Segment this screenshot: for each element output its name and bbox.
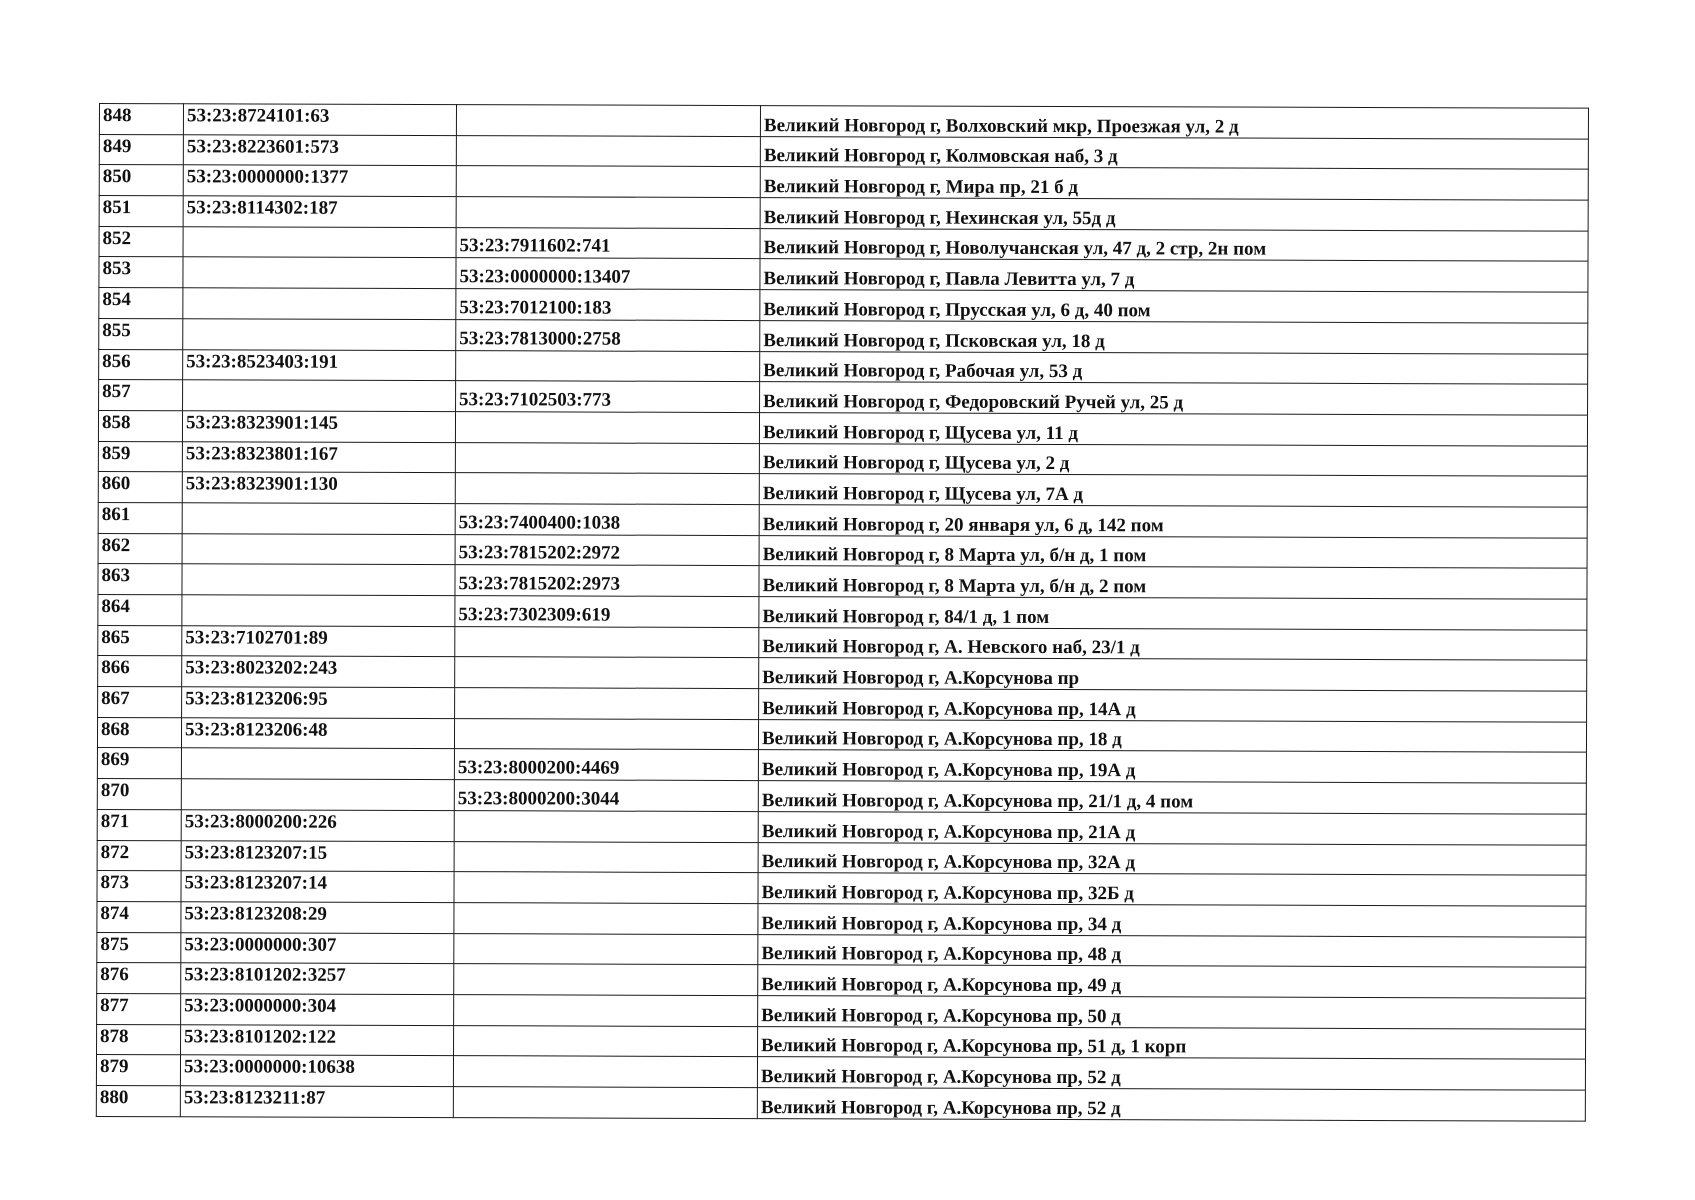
table-row: [97, 840, 1586, 875]
address-cell: Великий Новгород г, А.Корсунова пр, 48 д: [758, 934, 1586, 967]
row-number-cell: 875: [97, 932, 181, 963]
address-cell: Великий Новгород г, 84/1 д, 1 пом: [759, 597, 1587, 630]
cadastral-number-alt-cell: [454, 995, 758, 1027]
address-cell: Великий Новгород г, Щусева ул, 2 д: [759, 443, 1587, 476]
cadastral-number-alt-cell: 53:23:8000200:4469: [454, 749, 758, 781]
address-cell: Великий Новгород г, Щусева ул, 7А д: [759, 474, 1587, 507]
cadastral-number-alt-cell: [455, 473, 759, 505]
cadastral-number-cell: 53:23:0000000:10638: [180, 1055, 453, 1087]
table-row: [99, 288, 1588, 323]
address-cell: Великий Новгород г, Псковская ул, 18 д: [760, 320, 1588, 353]
cadastral-number-cell: 53:23:8123207:15: [181, 840, 454, 872]
row-number-cell: 850: [99, 165, 183, 196]
row-number-cell: 866: [98, 656, 182, 687]
row-number-cell: 873: [97, 871, 181, 902]
table-row: [97, 932, 1586, 967]
cadastral-number-alt-cell: [455, 657, 759, 689]
cadastral-number-alt-cell: [454, 872, 758, 904]
cadastral-number-cell: 53:23:8323901:145: [182, 411, 455, 443]
table-row: [98, 625, 1587, 660]
table-row: [99, 318, 1588, 353]
cadastral-number-alt-cell: 53:23:7815202:2973: [455, 565, 759, 597]
address-cell: Великий Новгород г, 8 Марта ул, б/н д, 1 пом: [759, 535, 1587, 568]
row-number-cell: 852: [99, 226, 183, 257]
address-cell: Великий Новгород г, А.Корсунова пр, 14А д: [759, 689, 1587, 722]
table-row: [99, 134, 1588, 169]
cadastral-number-cell: 53:23:8323801:167: [182, 441, 455, 473]
cadastral-number-cell: 53:23:8123211:87: [180, 1086, 453, 1118]
cadastral-number-cell: 53:23:8523403:191: [183, 349, 456, 381]
cadastral-number-alt-cell: [454, 902, 758, 934]
address-cell: Великий Новгород г, А.Корсунова пр, 52 д: [757, 1057, 1585, 1090]
cadastral-number-cell: 53:23:0000000:1377: [183, 165, 456, 197]
cadastral-number-cell: 53:23:8114302:187: [183, 196, 456, 228]
row-number-cell: 853: [99, 257, 183, 288]
table-row: [99, 380, 1588, 415]
table-row: [98, 594, 1587, 629]
cadastral-number-cell: [182, 564, 455, 596]
cadastral-number-alt-cell: [454, 933, 758, 965]
table-row: [96, 1055, 1585, 1090]
cadastral-number-cell: [181, 748, 454, 780]
cadastral-number-alt-cell: [456, 350, 760, 382]
cadastral-number-alt-cell: 53:23:7400400:1038: [455, 504, 759, 536]
address-cell: Великий Новгород г, 20 января ул, 6 д, 142 пом: [759, 505, 1587, 538]
cadastral-number-cell: 53:23:0000000:304: [181, 994, 454, 1026]
address-cell: Великий Новгород г, А.Корсунова пр, 52 д: [757, 1088, 1585, 1121]
cadastral-number-alt-cell: [455, 411, 759, 443]
table-row: [97, 748, 1586, 783]
address-cell: Великий Новгород г, А.Корсунова пр, 21/1 д, 4 пом: [758, 781, 1586, 814]
cadastral-number-alt-cell: [455, 688, 759, 720]
address-cell: Великий Новгород г, Нехинская ул, 55д д: [760, 198, 1588, 231]
cadastral-number-alt-cell: 53:23:0000000:13407: [456, 258, 760, 290]
cadastral-number-cell: 53:23:8023202:243: [182, 656, 455, 688]
row-number-cell: 869: [97, 748, 181, 779]
address-cell: Великий Новгород г, Колмовская наб, 3 д: [760, 136, 1588, 169]
address-cell: Великий Новгород г, Волховский мкр, Проезжая ул, 2 д: [760, 106, 1588, 139]
row-number-cell: 864: [98, 594, 182, 625]
row-number-cell: 857: [99, 380, 183, 411]
table-row: [98, 441, 1587, 476]
row-number-cell: 865: [98, 625, 182, 656]
table-row: [98, 656, 1587, 691]
address-cell: Великий Новгород г, А.Корсунова пр, 19А д: [758, 750, 1586, 783]
row-number-cell: 876: [97, 963, 181, 994]
row-number-cell: 858: [98, 410, 182, 441]
row-number-cell: 878: [97, 1024, 181, 1055]
cadastral-number-cell: 53:23:7102701:89: [182, 625, 455, 657]
row-number-cell: 848: [99, 104, 183, 135]
table-row: [99, 196, 1588, 231]
table-row: [99, 104, 1588, 139]
cadastral-number-cell: [183, 227, 456, 259]
row-number-cell: 868: [97, 717, 181, 748]
cadastral-number-cell: 53:23:8123208:29: [181, 902, 454, 934]
table-row: [99, 257, 1588, 292]
table-row: [97, 901, 1586, 936]
address-cell: Великий Новгород г, Щусева ул, 11 д: [759, 412, 1587, 445]
cadastral-number-cell: 53:23:8000200:226: [181, 810, 454, 842]
table-row: [96, 1085, 1585, 1120]
cadastral-number-cell: 53:23:8123206:48: [181, 718, 454, 750]
address-cell: Великий Новгород г, Мира пр, 21 б д: [760, 167, 1588, 200]
cadastral-number-cell: 53:23:8123207:14: [181, 871, 454, 903]
table-row: [97, 963, 1586, 998]
cadastral-number-alt-cell: [454, 810, 758, 842]
row-number-cell: 870: [97, 779, 181, 810]
cadastral-number-alt-cell: [454, 841, 758, 873]
cadastral-number-cell: 53:23:8223601:573: [183, 134, 456, 166]
address-cell: Великий Новгород г, 8 Марта ул, б/н д, 2 пом: [759, 566, 1587, 599]
address-cell: Великий Новгород г, Федоровский Ручей ул, 25 д: [760, 382, 1588, 415]
row-number-cell: 872: [97, 840, 181, 871]
table-row: [98, 502, 1587, 537]
cadastral-number-alt-cell: [454, 964, 758, 996]
cadastral-number-cell: 53:23:8101202:122: [181, 1024, 454, 1056]
cadastral-number-cell: 53:23:0000000:307: [181, 932, 454, 964]
cadastral-number-cell: 53:23:8123206:95: [182, 687, 455, 719]
cadastral-number-alt-cell: 53:23:7302309:619: [455, 596, 759, 628]
cadastral-number-cell: [182, 533, 455, 565]
address-cell: Великий Новгород г, Рабочая ул, 53 д: [760, 351, 1588, 384]
table-row: [97, 993, 1586, 1028]
address-cell: Великий Новгород г, Новолучанская ул, 47 д, 2 стр, 2н пом: [760, 228, 1588, 261]
cadastral-number-cell: 53:23:8101202:3257: [181, 963, 454, 995]
cadastral-number-alt-cell: 53:23:7911602:741: [456, 227, 760, 259]
row-number-cell: 874: [97, 901, 181, 932]
cadastral-number-alt-cell: 53:23:7012100:183: [456, 289, 760, 321]
table-row: [97, 1024, 1586, 1059]
cadastral-number-alt-cell: 53:23:8000200:3044: [454, 780, 758, 812]
row-number-cell: 854: [99, 288, 183, 319]
table-row: [97, 779, 1586, 814]
address-cell: Великий Новгород г, А. Невского наб, 23/1 д: [759, 627, 1587, 660]
row-number-cell: 855: [99, 318, 183, 349]
cadastral-number-alt-cell: [455, 442, 759, 474]
table-row: [98, 410, 1587, 445]
table-row: [97, 809, 1586, 844]
cadastral-number-cell: [183, 288, 456, 320]
cadastral-number-alt-cell: [456, 166, 760, 198]
address-cell: Великий Новгород г, А.Корсунова пр, 50 д: [758, 996, 1586, 1029]
table-row: [99, 349, 1588, 384]
address-cell: Великий Новгород г, А.Корсунова пр, 32А д: [758, 842, 1586, 875]
cadastral-number-alt-cell: [454, 1025, 758, 1057]
cadastral-number-cell: [183, 319, 456, 351]
cadastral-number-alt-cell: 53:23:7815202:2972: [455, 534, 759, 566]
cadastral-number-alt-cell: 53:23:7813000:2758: [456, 319, 760, 351]
cadastral-number-alt-cell: [456, 197, 760, 229]
row-number-cell: 859: [98, 441, 182, 472]
table-row: [97, 717, 1586, 752]
row-number-cell: 849: [99, 134, 183, 165]
address-cell: Великий Новгород г, Прусская ул, 6 д, 40 пом: [760, 290, 1588, 323]
address-cell: Великий Новгород г, Павла Левитта ул, 7 д: [760, 259, 1588, 292]
row-number-cell: 856: [99, 349, 183, 380]
cadastral-number-cell: [183, 257, 456, 289]
cadastral-number-alt-cell: [455, 626, 759, 658]
row-number-cell: 862: [98, 533, 182, 564]
cadastral-number-cell: [183, 380, 456, 412]
cadastral-number-cell: [182, 503, 455, 535]
cadastral-number-alt-cell: [453, 1087, 757, 1119]
row-number-cell: 879: [96, 1055, 180, 1086]
address-cell: Великий Новгород г, А.Корсунова пр: [759, 658, 1587, 691]
cadastral-number-cell: 53:23:8323901:130: [182, 472, 455, 504]
row-number-cell: 880: [96, 1085, 180, 1116]
cadastral-number-cell: [182, 595, 455, 627]
table-row: [98, 687, 1587, 722]
address-cell: Великий Новгород г, А.Корсунова пр, 21А д: [758, 811, 1586, 844]
table-row: [98, 472, 1587, 507]
cadastral-number-cell: [181, 779, 454, 811]
table-row: [97, 871, 1586, 906]
cadastral-number-cell: 53:23:8724101:63: [183, 104, 456, 136]
address-cell: Великий Новгород г, А.Корсунова пр, 51 д, 1 корп: [758, 1026, 1586, 1059]
row-number-cell: 861: [98, 502, 182, 533]
table-row: [99, 165, 1588, 200]
table-row: [98, 533, 1587, 568]
row-number-cell: 860: [98, 472, 182, 503]
row-number-cell: 871: [97, 809, 181, 840]
row-number-cell: 851: [99, 196, 183, 227]
table-row: [98, 564, 1587, 599]
table-row: [99, 226, 1588, 261]
cadastral-number-alt-cell: [456, 135, 760, 167]
address-cell: Великий Новгород г, А.Корсунова пр, 32Б д: [758, 873, 1586, 906]
address-registry-table: [96, 103, 1589, 1121]
cadastral-number-alt-cell: [454, 718, 758, 750]
cadastral-number-alt-cell: [456, 105, 760, 137]
row-number-cell: 877: [97, 993, 181, 1024]
cadastral-number-alt-cell: 53:23:7102503:773: [456, 381, 760, 413]
cadastral-number-alt-cell: [453, 1056, 757, 1088]
address-cell: Великий Новгород г, А.Корсунова пр, 49 д: [758, 965, 1586, 998]
address-cell: Великий Новгород г, А.Корсунова пр, 18 д: [758, 719, 1586, 752]
row-number-cell: 867: [98, 687, 182, 718]
row-number-cell: 863: [98, 564, 182, 595]
address-cell: Великий Новгород г, А.Корсунова пр, 34 д: [758, 903, 1586, 936]
table-body: [96, 104, 1588, 1121]
